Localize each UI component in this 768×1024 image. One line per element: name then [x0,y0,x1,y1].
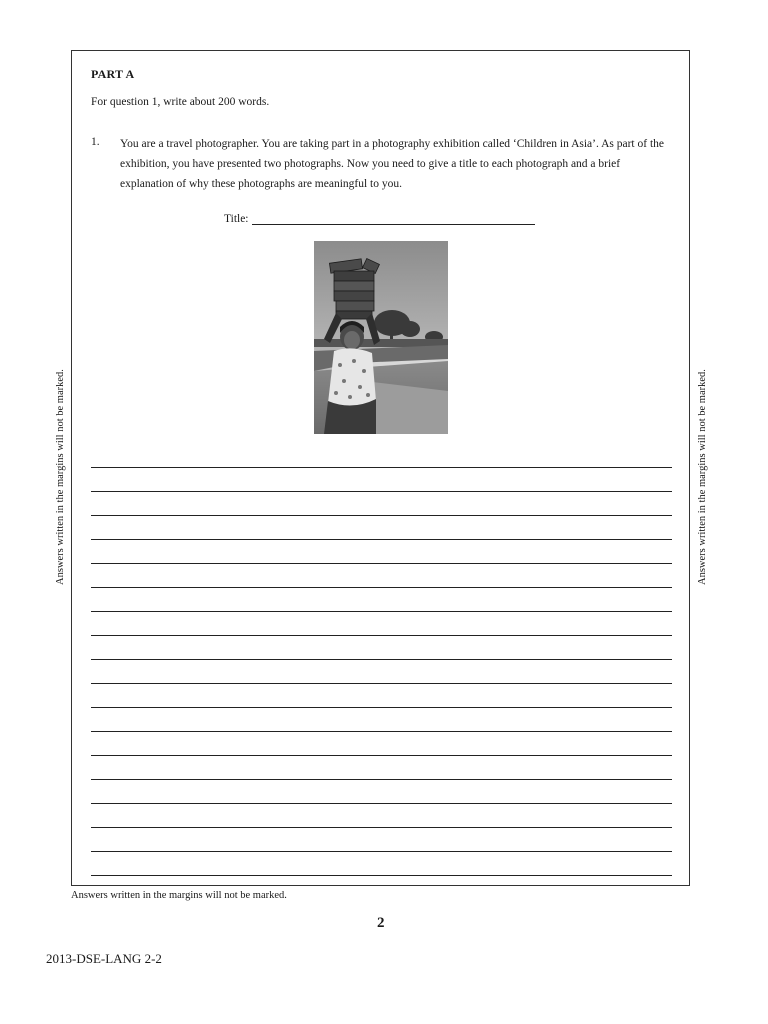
title-field [224,212,535,225]
answer-line[interactable] [91,803,672,804]
answer-line[interactable] [91,659,672,660]
page-number: 2 [377,915,385,931]
question-number: 1. [91,136,100,148]
answer-line[interactable] [91,779,672,780]
answer-line[interactable] [91,707,672,708]
part-title: PART A [91,67,135,81]
answer-line[interactable] [91,611,672,612]
answer-line[interactable] [91,515,672,516]
answer-line[interactable] [91,587,672,588]
answer-line[interactable] [91,563,672,564]
title-input-line[interactable] [252,212,535,225]
exhibition-photo [314,241,448,434]
paper-code: 2013-DSE-LANG 2-2 [46,951,162,966]
answer-line[interactable] [91,827,672,828]
question-instruction: For question 1, write about 200 words. [91,96,270,108]
answer-line[interactable] [91,635,672,636]
right-margin-note: Answers written in the margins will not be marked. [697,369,708,585]
left-margin-note: Answers written in the margins will not be marked. [55,369,66,585]
answer-line[interactable] [91,755,672,756]
answer-line[interactable] [91,683,672,684]
bottom-margin-note: Answers written in the margins will not be marked. [71,890,287,901]
question-text: You are a travel photographer. You are taking part in a photography exhibition called ‘Children in Asia’. As part of the exhibition, you have presented two photographs. Now you need to give a title to each photograph and a brief explanation of why these photographs are meaningful to you. [120,138,665,190]
child-carrying-bricks-photo-image [314,241,448,434]
answer-line[interactable] [91,467,672,468]
answer-line[interactable] [91,491,672,492]
answer-line[interactable] [91,731,672,732]
title-label: Title: [224,213,249,225]
answer-line[interactable] [91,539,672,540]
answer-line[interactable] [91,875,672,876]
answer-line[interactable] [91,851,672,852]
